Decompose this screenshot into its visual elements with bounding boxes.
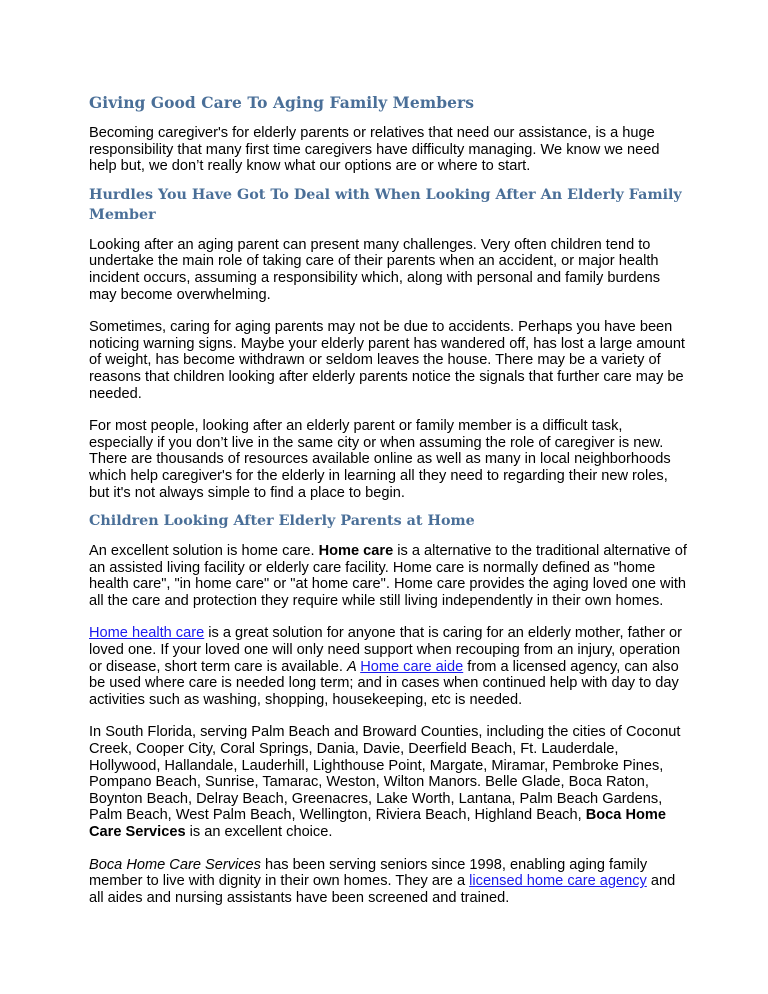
section-heading-hurdles: Hurdles You Have Got To Deal with When Looking After An Elderly Family Member (89, 186, 682, 223)
hurdles-paragraph-3: For most people, looking after an elderly parent or family member is a difficult task, especially if you don’t live in the same city or when assuming the role of caregiver is new. There are thousands of resources available online as well as many in local neighborhoods which help caregiver's for the elderly in learning all they need to regarding their new roles, but it's not always simple to find a place to begin. (89, 418, 671, 501)
bold-home-care: Home care (318, 543, 394, 560)
hurdles-paragraph-2: Sometimes, caring for aging parents may not be due to accidents. Perhaps you have been noticing warning signs. Maybe your elderly parent has wandered off, has lost a large amount of weight, has become withdrawn or seldom leaves the house. There may be a variety of reasons that children looking after elderly parents notice the signals that further care may be needed. (89, 319, 685, 402)
text-run: is a alternative to the traditional alternative of an assisted living facility or elderly care facility. Home care is normally defined as "home health care", "in home care" or "at home care". Home care provides the aging loved one with all the care and protection they require while still living independently in their own homes. (89, 543, 687, 609)
text-run: An excellent solution is home care. (89, 543, 319, 560)
text-run: is a great solution for anyone that is caring for an elderly mother, father or loved one. If your loved one will only need support when recouping from an injury, operation or disease, short term care is available. (89, 625, 682, 675)
home-care-paragraph-1 (89, 543, 689, 609)
section-heading-home-care: Children Looking After Elderly Parents at Home (89, 513, 475, 530)
licensed-agency-link[interactable]: licensed home care agency (469, 873, 647, 890)
home-care-paragraph-4 (89, 857, 689, 907)
text-run: has been serving seniors since 1998, enabling aging family member to live with dignity in their own homes. They are a (89, 856, 648, 890)
bold-boca-home-care: Boca Home Care Services (89, 807, 667, 840)
home-care-paragraph-2 (89, 625, 689, 708)
text-run: from a licensed agency, can also be used where care is needed long term; and in cases when continued help with day to day activities such as washing, shopping, housekeeping, etc is needed. (89, 658, 679, 708)
page-title: Giving Good Care To Aging Family Members (89, 93, 475, 112)
text-run: is an excellent choice. (185, 824, 333, 840)
text-run: and all aides and nursing assistants have been screened and trained. (89, 873, 676, 906)
italic-a: A (346, 658, 361, 675)
text-run: In South Florida, serving Palm Beach and Broward Counties, including the cities of Coconut Creek, Cooper City, Coral Springs, Dania, Davie, Deerfield Beach, Ft. Lauderdale, Hollywood, Hallandale, Lauderhill, Lighthouse Point, Margate, Miramar, Pembroke Pines, Pompano Beach, Sunrise, Tamarac, Weston, Wilton Manors. Belle Glade, Boca Raton, Boynton Beach, Delray Beach, Greenacres, Lake Worth, Lantana, Palm Beach Gardens, Palm Beach, West Palm Beach, Wellington, Riviera Beach, Highland Beach, (89, 724, 681, 824)
home-care-aide-link[interactable]: Home care aide (360, 658, 464, 675)
home-care-paragraph-3 (89, 724, 689, 840)
italic-boca-home-care: Boca Home Care Services (89, 856, 261, 873)
hurdles-paragraph-1: Looking after an aging parent can present many challenges. Very often children tend to undertake the main role of taking care of their parents when an accident, or major health incident occurs, assuming a responsibility which, along with personal and family burdens may become overwhelming. (89, 236, 661, 303)
intro-paragraph: Becoming caregiver's for elderly parents or relatives that need our assistance, is a huge responsibility that many first time caregivers have difficulty managing. We know we need help but, we don’t really know what our options are or where to start. (89, 125, 660, 175)
document-page (89, 93, 689, 922)
home-health-care-link[interactable]: Home health care (89, 625, 205, 642)
